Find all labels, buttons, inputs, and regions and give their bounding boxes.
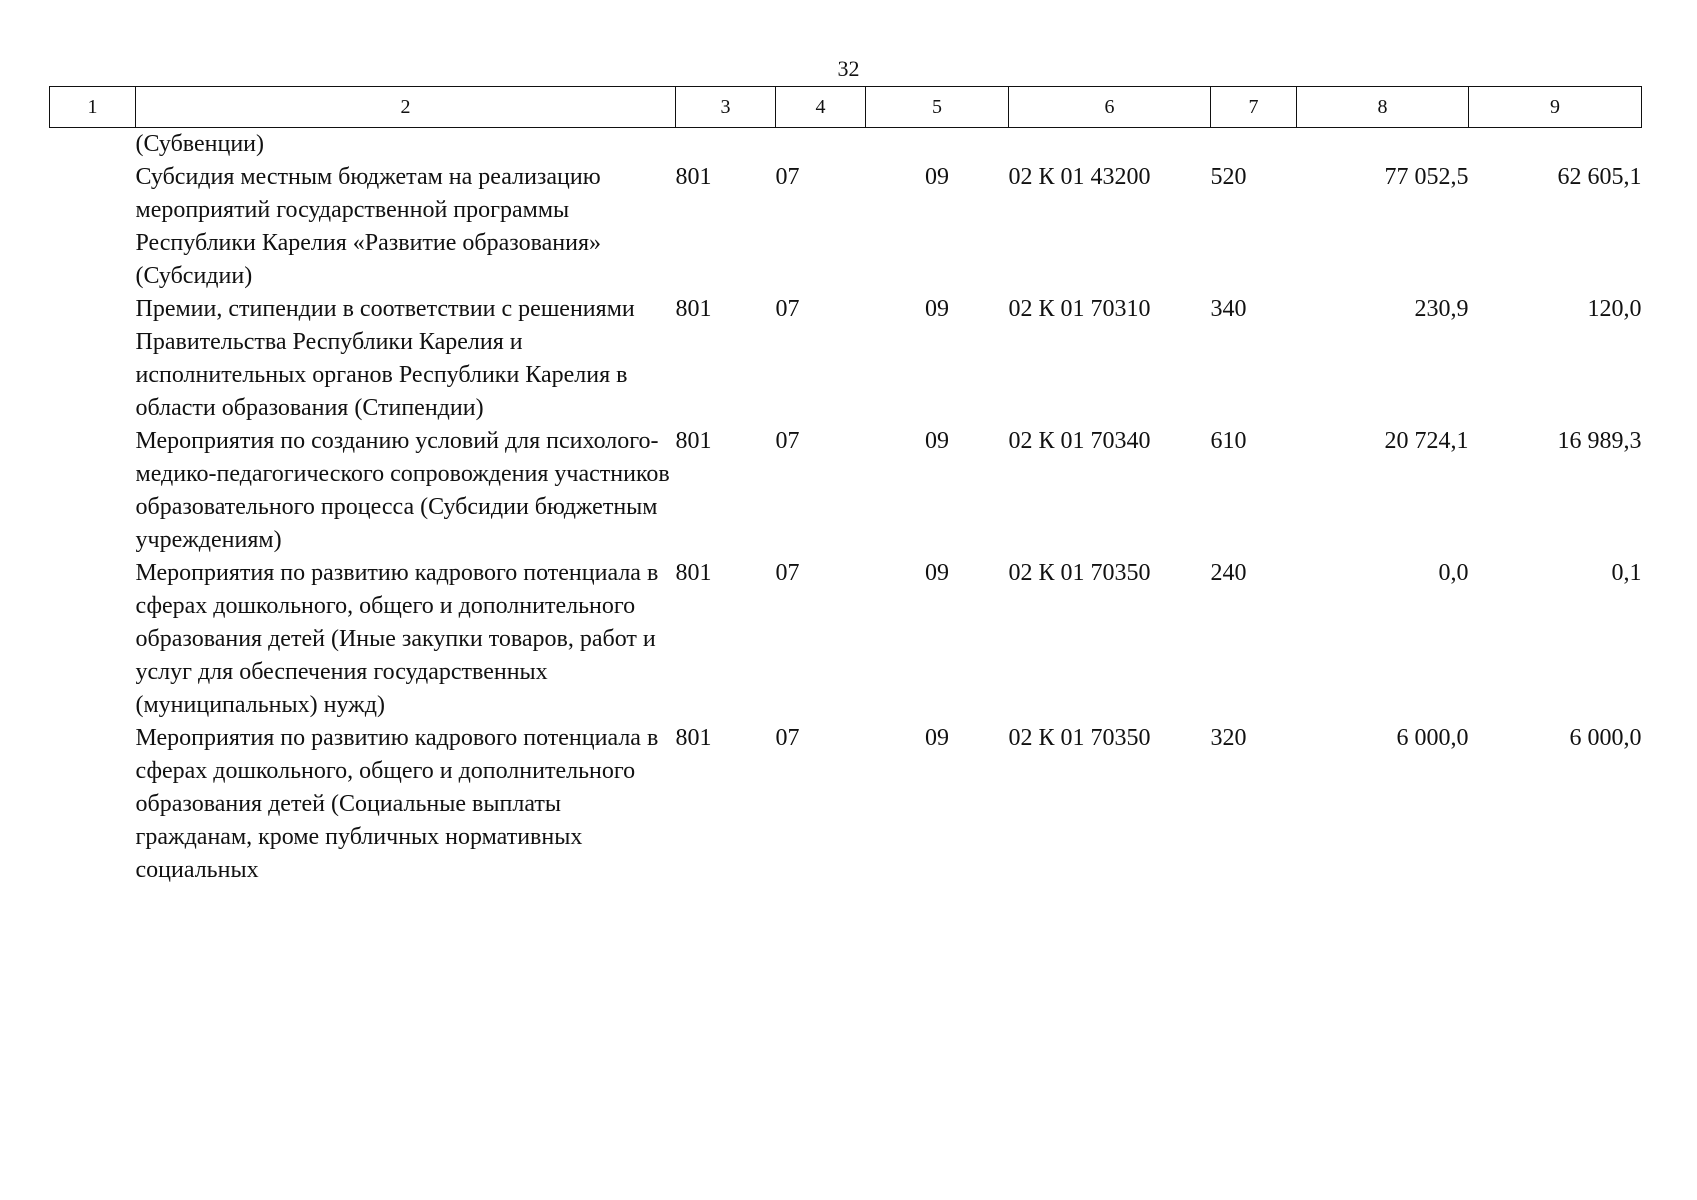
- cell-amount-col9: 16 989,3: [1557, 428, 1642, 454]
- table-row: [50, 557, 1642, 722]
- table-row: [50, 293, 1642, 425]
- row-description: (Субвенции): [135, 131, 265, 157]
- row-description: Премии, стипендии в соответствии с решениями Правительства Республики Карелия и исполнительных органов Республики Карелия в области образования (Стипендии): [135, 296, 635, 421]
- column-header-3: 3: [676, 87, 776, 128]
- cell-expense-type: 340: [1210, 296, 1247, 322]
- cell-amount-col9: 62 605,1: [1557, 164, 1642, 190]
- table-row: [50, 722, 1642, 887]
- column-header-6: 6: [1009, 87, 1211, 128]
- column-header-7: 7: [1211, 87, 1297, 128]
- table-row: [50, 161, 1642, 293]
- cell-subsection-code: 09: [925, 296, 949, 322]
- cell-expense-type: 610: [1210, 428, 1247, 454]
- column-header-4: 4: [776, 87, 866, 128]
- cell-target-article: 02 К 01 43200: [1008, 164, 1151, 190]
- row-description: Субсидия местным бюджетам на реализацию мероприятий государственной программы Республики Карелия «Развитие образования» (Субсидии): [135, 164, 601, 289]
- cell-section-code: 07: [775, 164, 800, 190]
- cell-amount-col9: 120,0: [1587, 296, 1642, 322]
- cell-subsection-code: 09: [925, 560, 949, 586]
- table-header: [50, 87, 1642, 128]
- cell-expense-type: 520: [1210, 164, 1247, 190]
- cell-ministry-code: 801: [675, 725, 712, 751]
- cell-target-article: 02 К 01 70350: [1008, 560, 1151, 586]
- cell-section-code: 07: [775, 725, 800, 751]
- cell-amount-col8: 230,9: [1414, 296, 1469, 322]
- column-header-1: 1: [50, 87, 136, 128]
- cell-amount-col8: 0,0: [1438, 560, 1469, 586]
- column-header-9: 9: [1469, 87, 1642, 128]
- page-number: 32: [837, 56, 860, 81]
- cell-amount-col9: 6 000,0: [1569, 725, 1642, 751]
- cell-amount-col8: 77 052,5: [1384, 164, 1469, 190]
- cell-subsection-code: 09: [925, 725, 949, 751]
- cell-subsection-code: 09: [925, 428, 949, 454]
- cell-section-code: 07: [775, 428, 800, 454]
- cell-target-article: 02 К 01 70340: [1008, 428, 1151, 454]
- cell-amount-col8: 6 000,0: [1396, 725, 1469, 751]
- cell-ministry-code: 801: [675, 560, 712, 586]
- row-description: Мероприятия по развитию кадрового потенциала в сферах дошкольного, общего и дополнительного образования детей (Социальные выплаты гражданам, кроме публичных нормативных социальных: [135, 725, 659, 883]
- column-header-2: 2: [136, 87, 676, 128]
- cell-ministry-code: 801: [675, 428, 712, 454]
- cell-section-code: 07: [775, 296, 800, 322]
- cell-section-code: 07: [775, 560, 800, 586]
- cell-amount-col8: 20 724,1: [1384, 428, 1469, 454]
- cell-expense-type: 240: [1210, 560, 1247, 586]
- cell-target-article: 02 К 01 70350: [1008, 725, 1151, 751]
- column-header-8: 8: [1297, 87, 1469, 128]
- column-header-5: 5: [866, 87, 1009, 128]
- row-description: Мероприятия по развитию кадрового потенциала в сферах дошкольного, общего и дополнительного образования детей (Иные закупки товаров, работ и услуг для обеспечения государственных (муниципальных) нужд): [135, 560, 659, 718]
- cell-target-article: 02 К 01 70310: [1008, 296, 1151, 322]
- cell-ministry-code: 801: [675, 296, 712, 322]
- cell-expense-type: 320: [1210, 725, 1247, 751]
- table-row: [50, 425, 1642, 557]
- cell-subsection-code: 09: [925, 164, 949, 190]
- budget-table: [49, 86, 1642, 887]
- table-row-continuation: [50, 128, 1642, 162]
- cell-ministry-code: 801: [675, 164, 712, 190]
- cell-amount-col9: 0,1: [1611, 560, 1642, 586]
- row-description: Мероприятия по созданию условий для психолого-медико-педагогического сопровождения участников образовательного процесса (Субсидии бюджетным учреждениям): [135, 428, 670, 553]
